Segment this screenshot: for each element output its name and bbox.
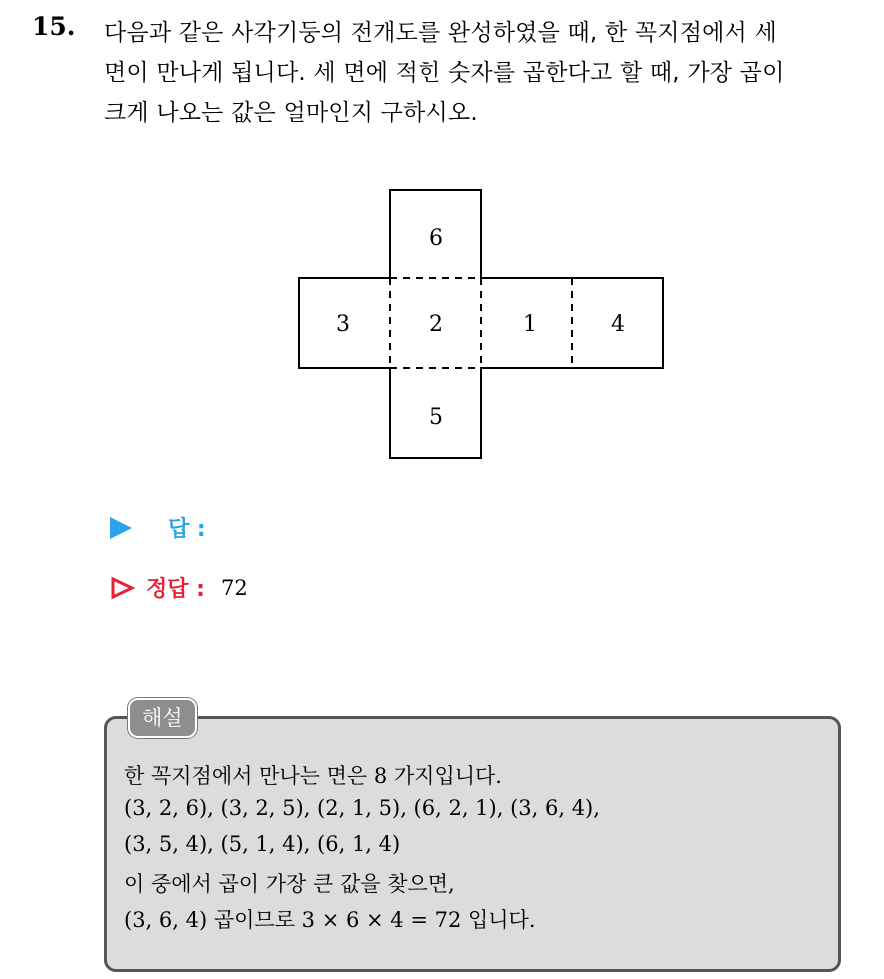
question-line-1: 다음과 같은 사각기둥의 전개도를 완성하였을 때, 한 꼭지점에서 세	[104, 20, 777, 46]
question-line-3: 크게 나오는 값은 얼마인지 구하시오.	[104, 100, 478, 126]
solution-tag: 해설	[128, 698, 197, 738]
face-right2-label: 4	[611, 312, 625, 337]
correct-answer-row	[110, 572, 248, 603]
correct-answer-value: 72	[220, 575, 248, 600]
face-center-label: 2	[429, 312, 443, 337]
face-top-label: 6	[429, 226, 443, 251]
solution-line-4: 이 중에서 곱이 가장 큰 값을 찾으면,	[124, 872, 455, 896]
question-line-2: 면이 만나게 됩니다. 세 면에 적힌 숫자를 곱한다고 할 때, 가장 곱이	[104, 60, 785, 86]
question-number: 15.	[32, 12, 76, 41]
solution-line-5: (3, 6, 4) 곱이므로 3 × 6 × 4 = 72 입니다.	[124, 908, 536, 932]
face-bottom-label: 5	[429, 405, 443, 430]
answer-row	[110, 512, 206, 543]
play-triangle-icon	[110, 517, 132, 539]
solution-line-2: (3, 2, 6), (3, 2, 5), (2, 1, 5), (6, 2, 1), (3, 6, 4),	[124, 796, 600, 820]
solution-line-3: (3, 5, 4), (5, 1, 4), (6, 1, 4)	[124, 832, 401, 856]
correct-answer-label: 정답 :	[146, 577, 205, 602]
answer-label: 답 :	[168, 517, 206, 542]
outline-triangle-icon	[110, 576, 136, 600]
face-right1-label: 1	[523, 312, 537, 337]
face-left-label: 3	[336, 312, 350, 337]
solution-line-1: 한 꼭지점에서 만나는 면은 8 가지입니다.	[124, 764, 502, 788]
